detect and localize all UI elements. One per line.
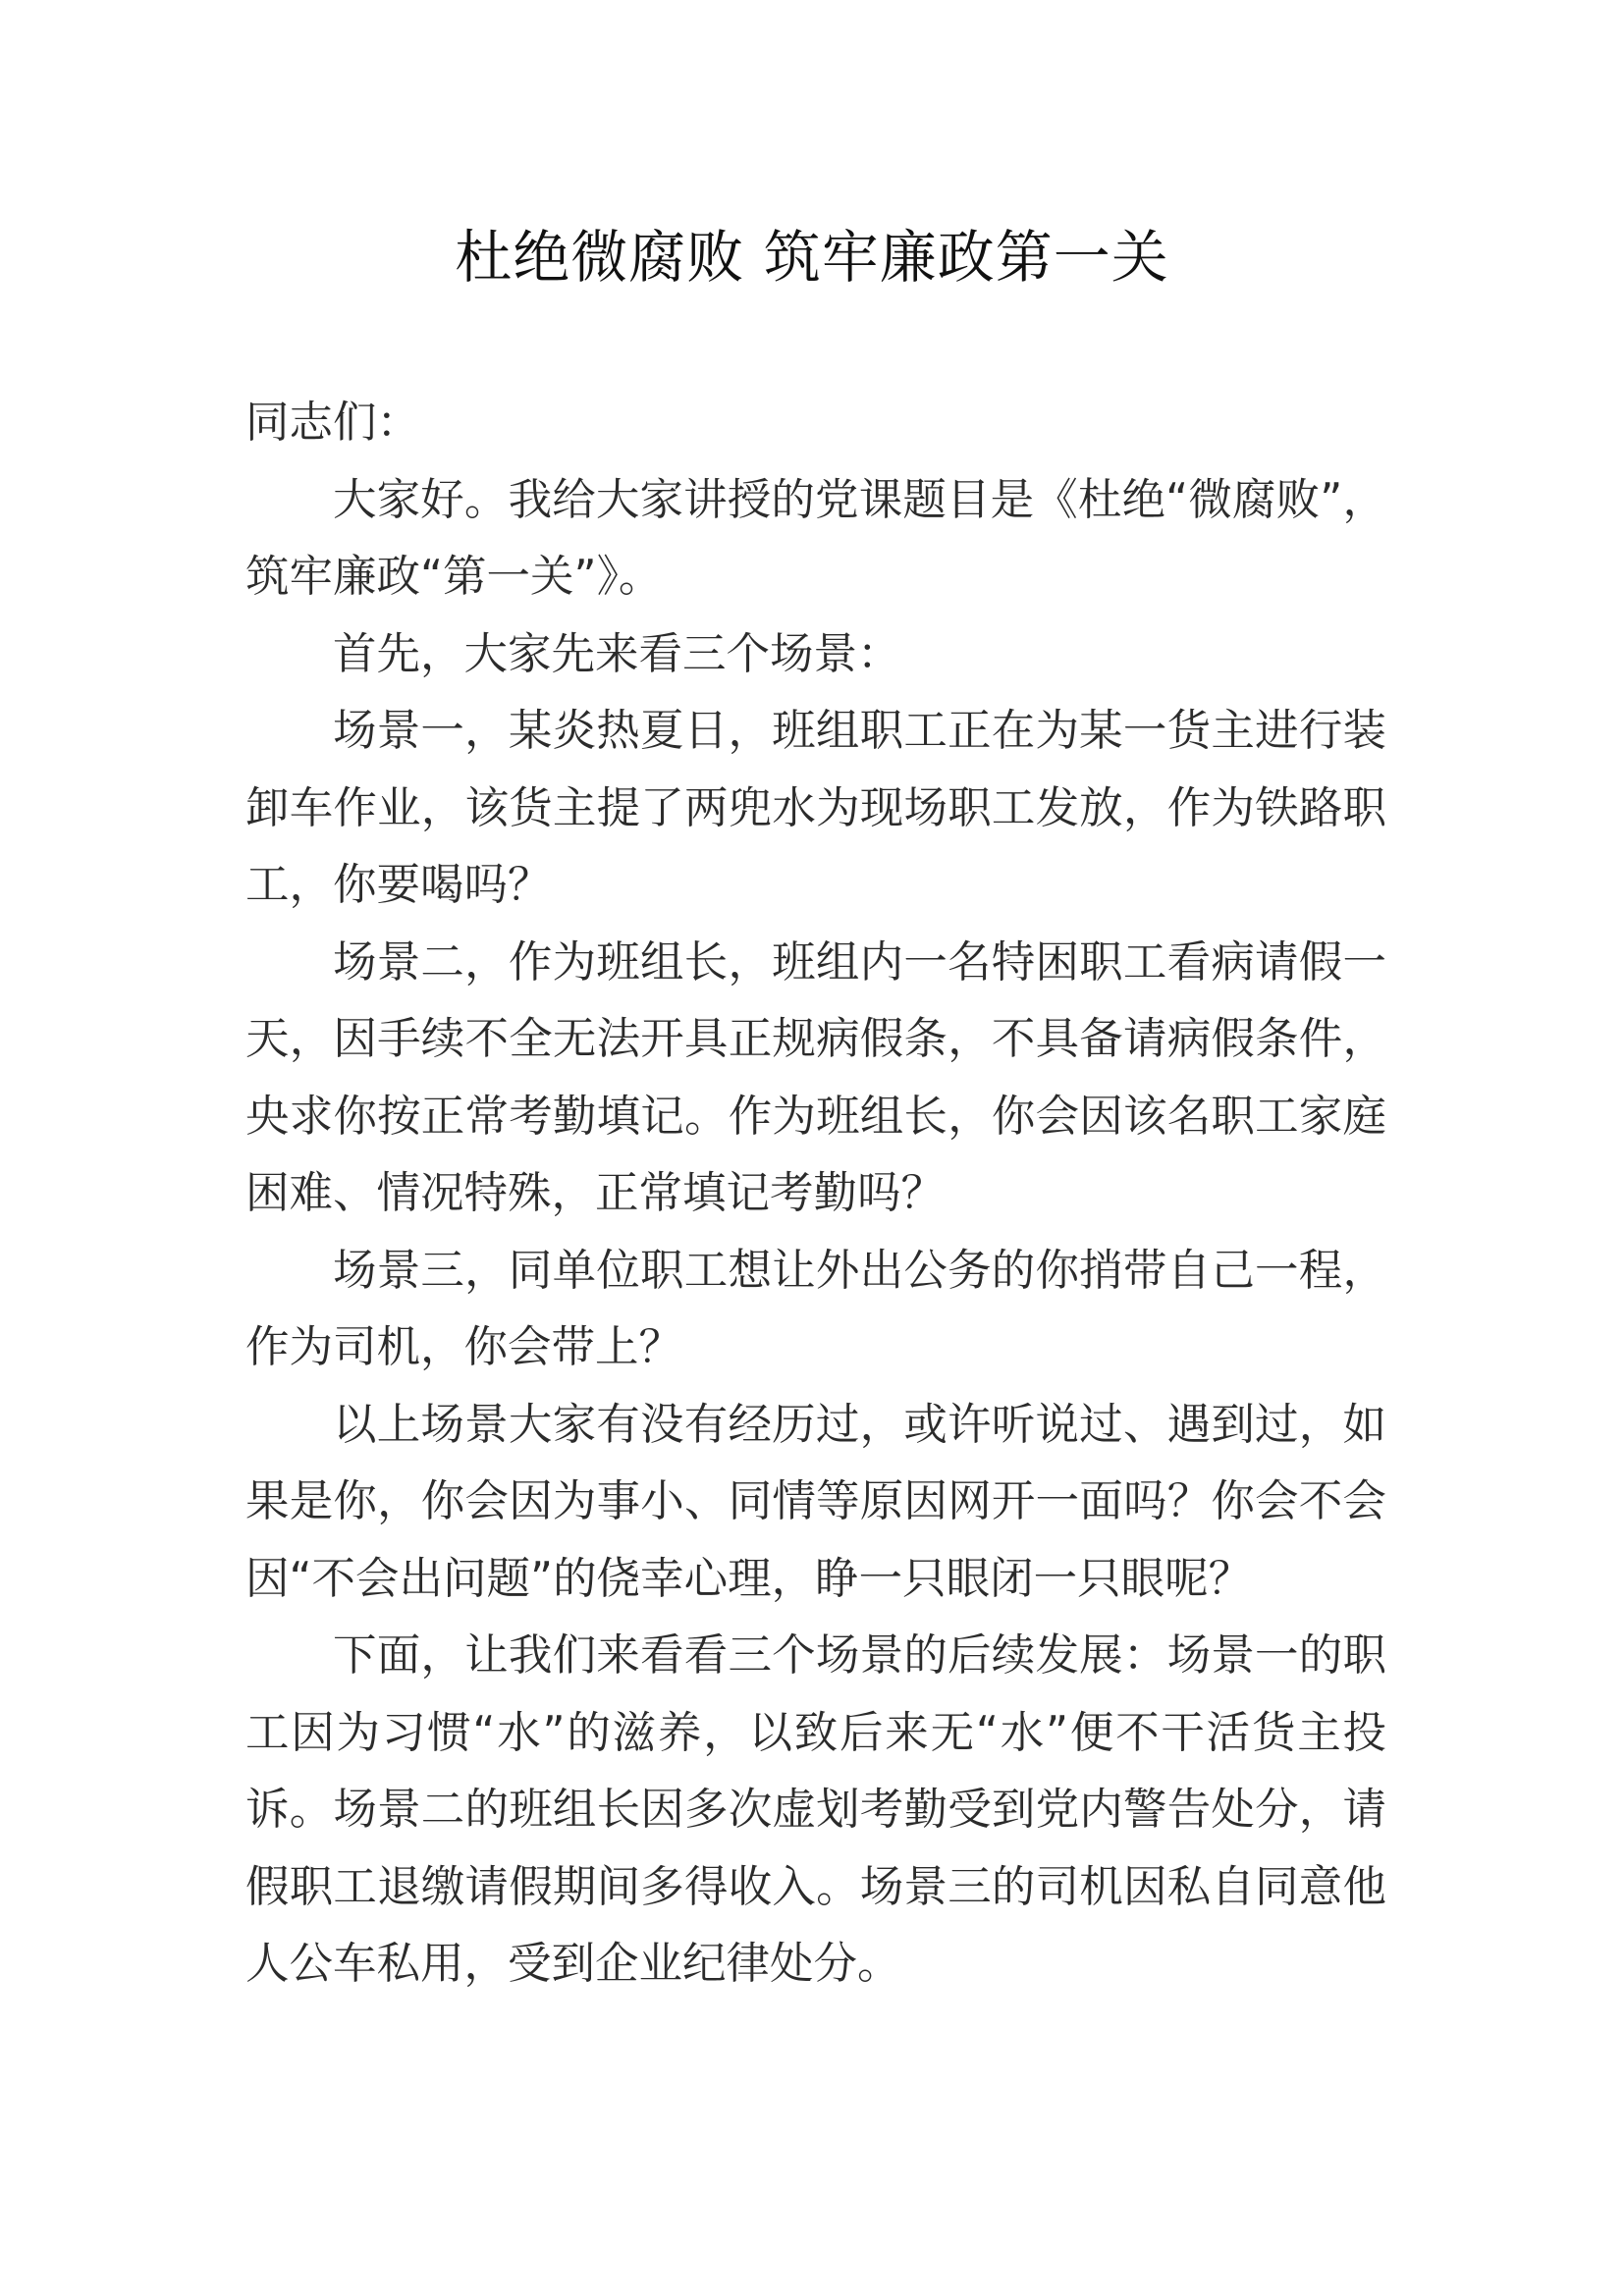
paragraph-scene-two: 场景二，作为班组长，班组内一名特困职工看病请假一天，因手续不全无法开具正规病假条，不具备请病假条件，央求你按正常考勤填记。作为班组长，你会因该名职工家庭困难、情况特殊，正常填记考勤吗？: [245, 936, 1386, 1218]
paragraph-outcomes: 下面，让我们来看看三个场景的后续发展：场景一的职工因为习惯“水”的滋养，以致后来无“水”便不干活货主投诉。场景二的班组长因多次虚划考勤受到党内警告处分，请假职工退缴请假期间多得收入。场景三的司机因私自同意他人公车私用，受到企业纪律处分。: [245, 1630, 1386, 1989]
paragraph-reflection: 以上场景大家有没有经历过，或许听说过、遇到过，如果是你，你会因为事小、同情等原因网开一面吗？你会不会因“不会出问题”的侥幸心理，睁一只眼闭一只眼呢？: [245, 1399, 1386, 1604]
paragraph-scene-three: 场景三，同单位职工想让外出公务的你捎带自己一程，作为司机，你会带上？: [245, 1245, 1386, 1372]
paragraph-scenes-lead: 首先，大家先来看三个场景：: [333, 628, 901, 679]
document-title: 杜绝微腐败 筑牢廉政第一关: [455, 224, 1169, 291]
document-body: [245, 385, 1386, 2003]
paragraph-scene-one: 场景一，某炎热夏日，班组职工正在为某一货主进行装卸车作业，该货主提了两兜水为现场职工发放，作为铁路职工，你要喝吗？: [245, 706, 1386, 910]
paragraph-intro: 大家好。我给大家讲授的党课题目是《杜绝“微腐败”，筑牢廉政“第一关”》。: [245, 474, 1386, 602]
salutation: 同志们：: [245, 398, 421, 448]
